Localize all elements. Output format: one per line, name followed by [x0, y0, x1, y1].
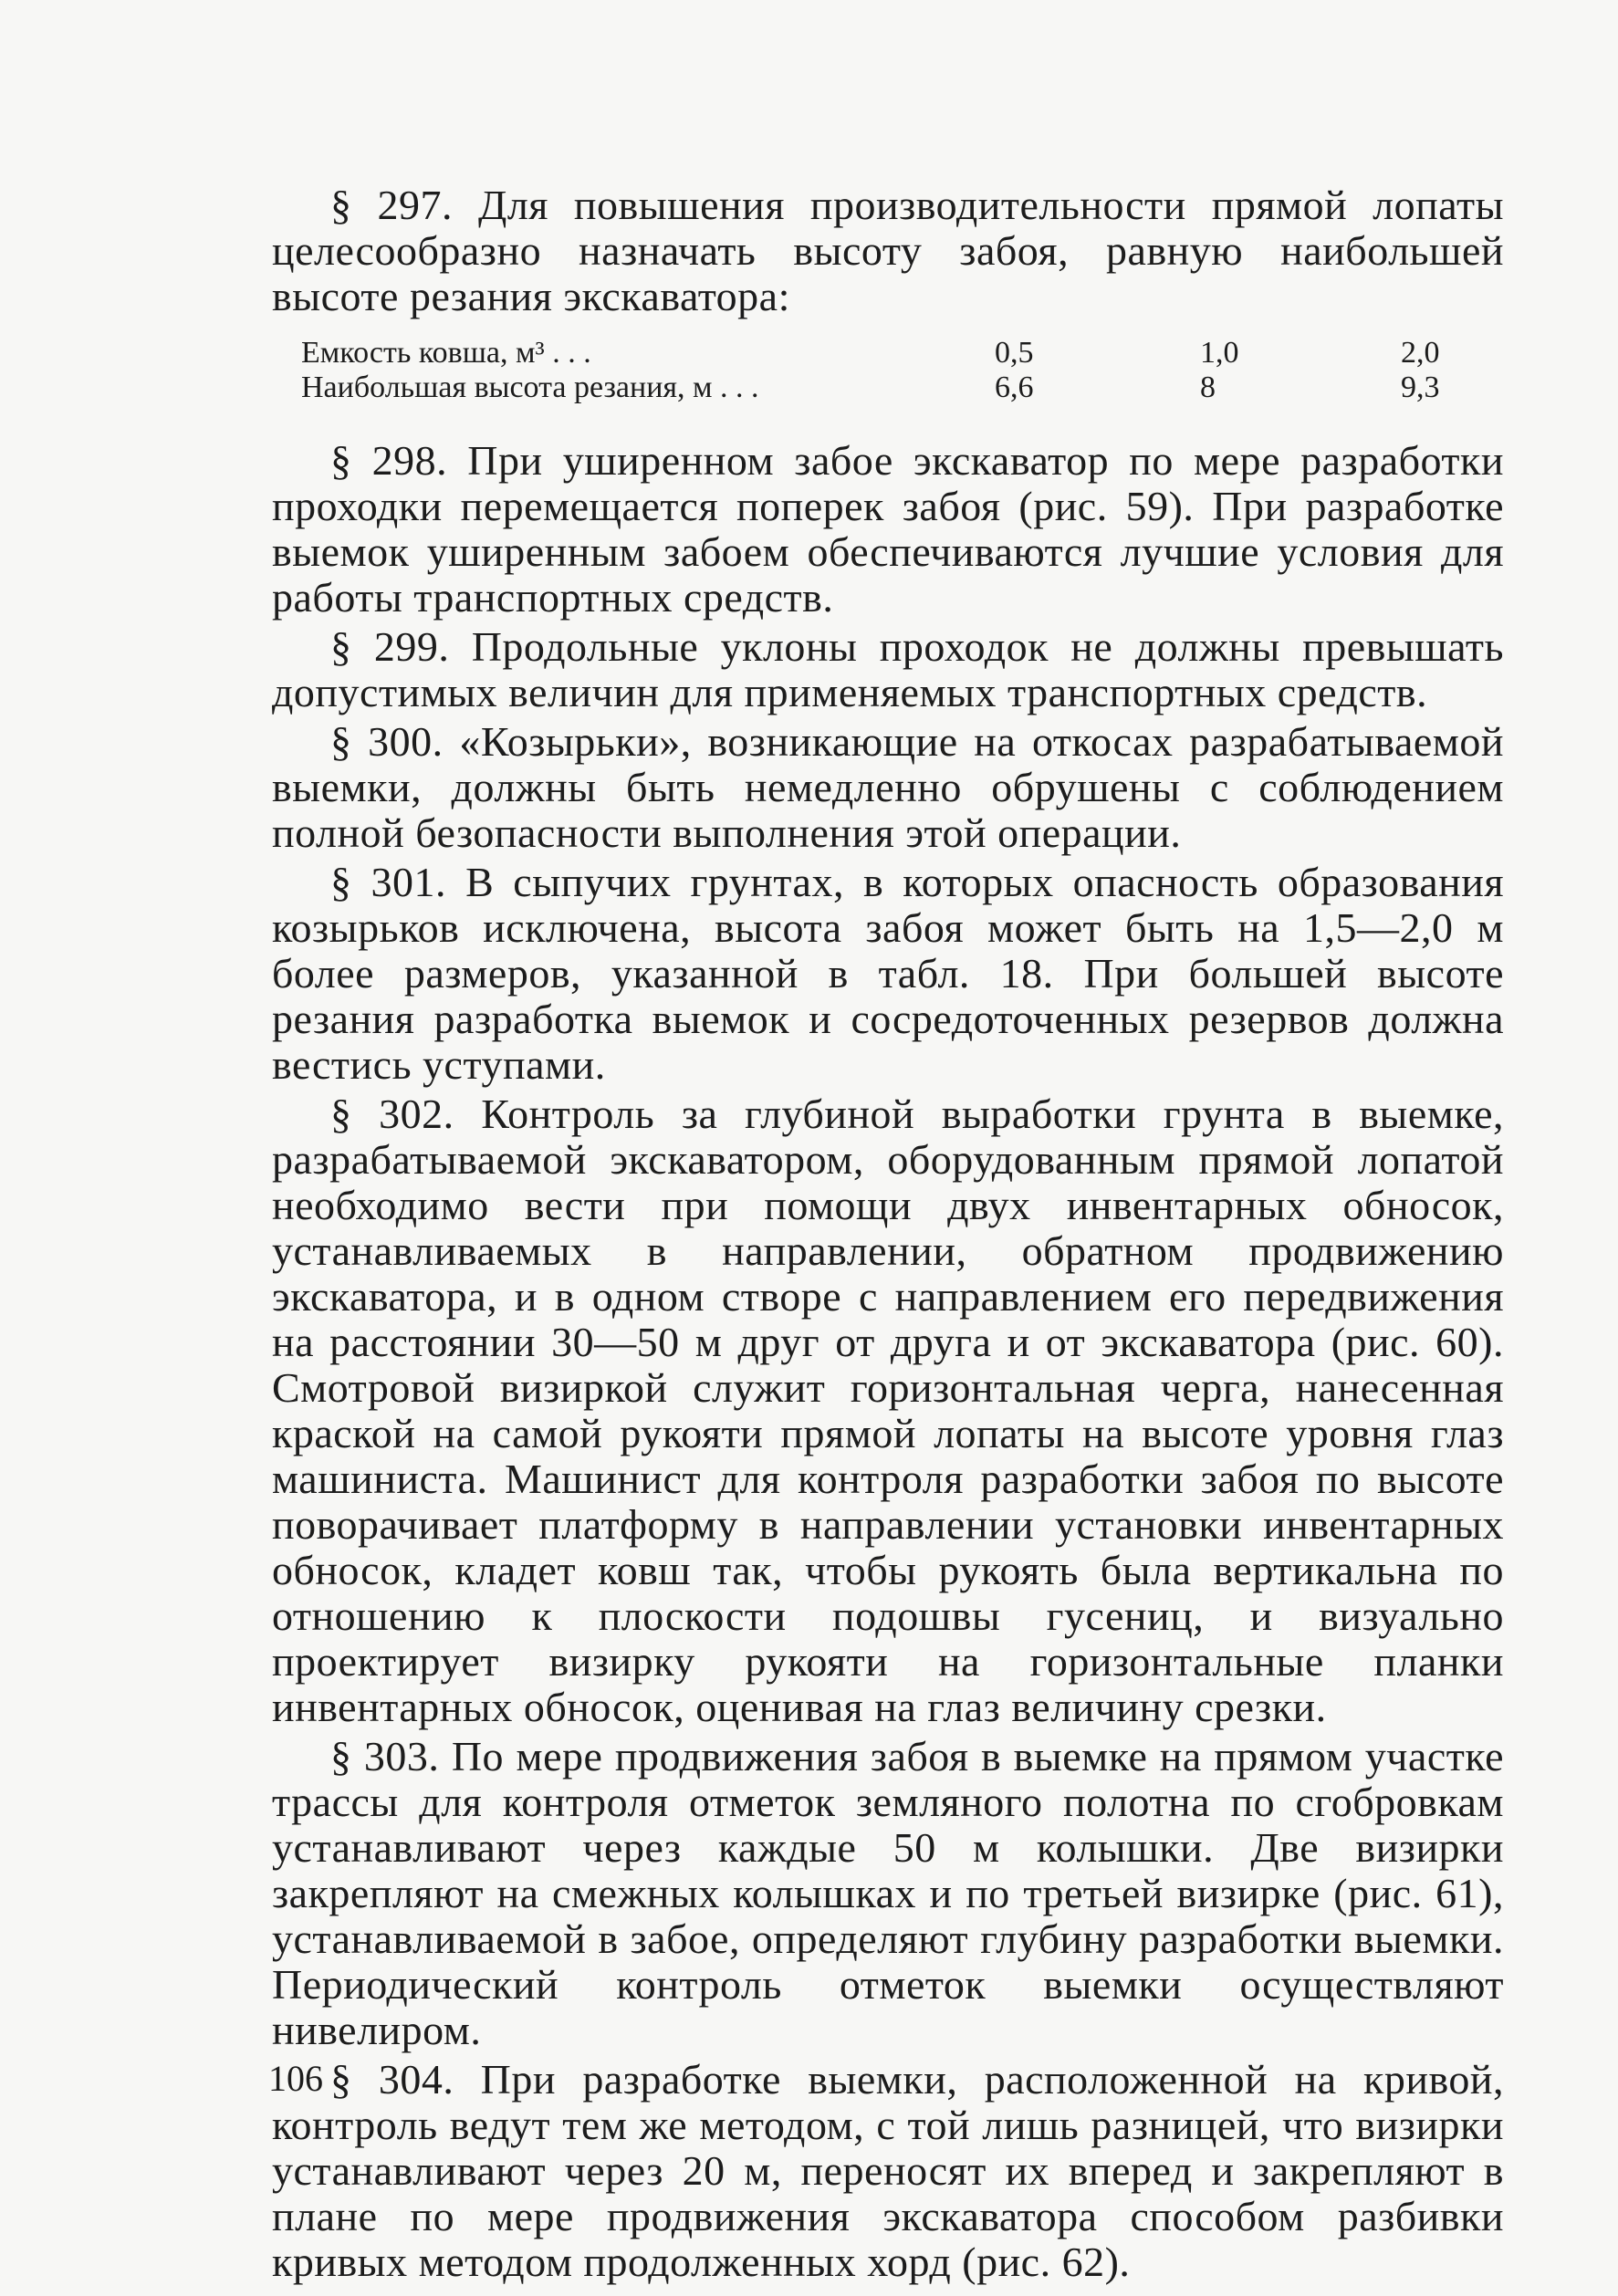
row-value: 9,3 [1401, 370, 1440, 404]
paragraph-303: § 303. По мере продвижения забоя в выемке на прямом участке трассы для контроля отметок земляного полотна по сгобровкам устанавливают через каждые 50 м колышки. Две визирки закрепляют на смежных колышках и по третьей визирке (рис. 61), устанавливаемой в забое, определяют глубину разработки выемки. Периодический контроль отметок выемки осуществляют нивелиром. [272, 1733, 1504, 2053]
row-value: 0,5 [995, 336, 1034, 370]
paragraph-298: § 298. При уширенном забое экскаватор по мере разработки проходки перемещается поперек забоя (рис. 59). При разработке выемок уширенным забоем обеспечиваются лучшие условия для работы транспортных средств. [272, 437, 1504, 621]
page-number: 106 [268, 2058, 323, 2099]
capacity-table [301, 336, 1504, 405]
paragraph-300: § 300. «Козырьки», возникающие на откосах разрабатываемой выемки, должны быть немедленно обрушены с соблюдением полной безопасности выполнения этой операции. [272, 718, 1504, 856]
paragraph-299: § 299. Продольные уклоны проходок не должны превышать допустимых величин для применяемых транспортных средств. [272, 623, 1504, 715]
paragraph-302: § 302. Контроль за глубиной выработки грунта в выемке, разрабатываемой экскаватором, оборудованным прямой лопатой необходимо вести при помощи двух инвентарных обносок, устанавливаемых в направлении, обратном продвижению экскаватора, и в одном створе с направлением его передвижения на расстоянии 30—50 м друг от друга и от экскаватора (рис. 60). Смотровой визиркой служит горизонтальная черга, нанесенная краской на самой рукояти прямой лопаты на высоте уровня глаз машиниста. Машинист для контроля разработки забоя по высоте поворачивает платформу в направлении установки инвентарных обносок, кладет ковш так, чтобы рукоять была вертикальна по отношению к плоскости подошвы гусениц, и визуально проектирует визирку рукояти на горизонтальные планки инвентарных обносок, оценивая на глаз величину срезки. [272, 1091, 1504, 1730]
table-row [301, 336, 1504, 370]
paragraph-304: § 304. При разработке выемки, расположенной на кривой, контроль ведут тем же методом, с той лишь разницей, что визирки устанавливают через 20 м, переносят их вперед и закрепляют в плане по мере продвижения экскаватора способом разбивки кривых методом продолженных хорд (рис. 62). [272, 2056, 1504, 2285]
page-body [272, 183, 1504, 2285]
row-value: 6,6 [995, 370, 1034, 404]
row-value: 8 [1200, 370, 1216, 404]
row-label: Наибольшая высота резания, м . . . [301, 370, 759, 404]
table-row [301, 370, 1504, 405]
row-value: 1,0 [1200, 336, 1239, 370]
paragraph-297: § 297. Для повышения производительности прямой лопаты целесообразно назначать высоту забоя, равную наибольшей высоте резания экскаватора: [272, 182, 1504, 319]
paragraph-301: § 301. В сыпучих грунтах, в которых опасность образования козырьков исключена, высота забоя может быть на 1,5—2,0 м более размеров, указанной в табл. 18. При большей высоте резания разработка выемок и сосредоточенных резервов должна вестись уступами. [272, 859, 1504, 1088]
row-label: Емкость ковша, м³ . . . [301, 336, 591, 370]
row-value: 2,0 [1401, 336, 1440, 370]
